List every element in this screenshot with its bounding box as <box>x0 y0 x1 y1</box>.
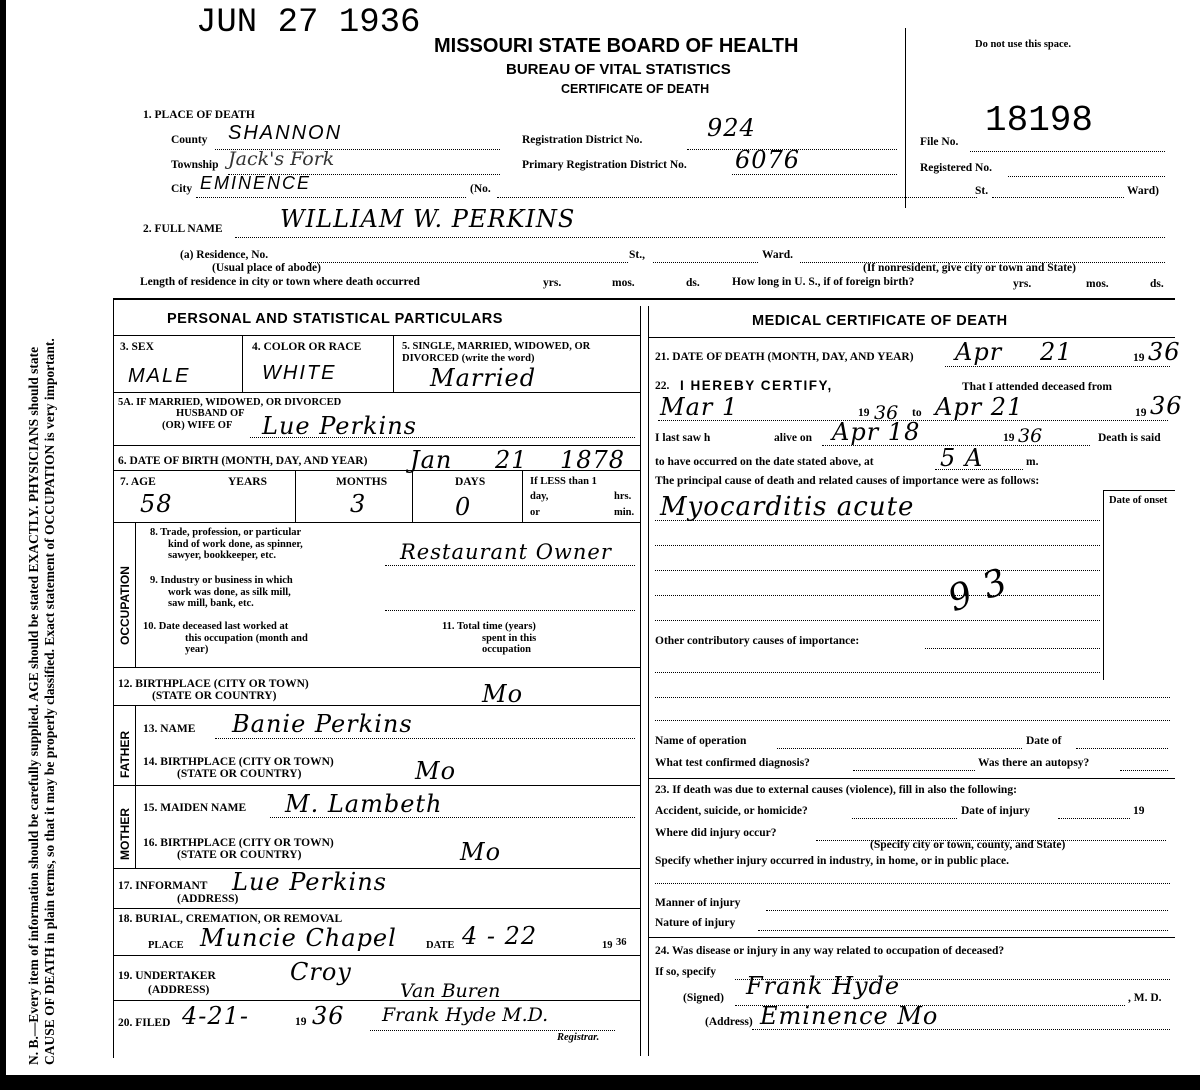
file-no-label: File No. <box>920 136 959 148</box>
date-of-death-year: 36 <box>1148 338 1181 366</box>
county-value: SHANNON <box>228 122 343 144</box>
scan-bottom-edge <box>0 1075 1200 1090</box>
father-name-value: Banie Perkins <box>232 710 413 738</box>
father-birthplace-label-2: (STATE OR COUNTRY) <box>177 768 302 780</box>
how-long-us-label: How long in U. S., if of foreign birth? <box>732 276 915 288</box>
primary-district-label: Primary Registration District No. <box>522 159 687 171</box>
filed-year: 36 <box>312 1002 345 1030</box>
spouse-label-1: 5A. IF MARRIED, WIDOWED, OR DIVORCED <box>118 397 342 408</box>
filed-label: 20. FILED <box>118 1017 171 1029</box>
age-months-value: 3 <box>350 490 367 518</box>
date-of-death-label: 21. DATE OF DEATH (MONTH, DAY, AND YEAR) <box>655 351 914 363</box>
last-saw-date: Apr 18 <box>832 418 921 446</box>
us-ds-label: ds. <box>1150 278 1164 290</box>
date-of-operation-label: Date of <box>1026 735 1062 747</box>
residence-st-label: St., <box>629 249 645 261</box>
spouse-label-2: HUSBAND OF <box>176 408 245 419</box>
spouse-label-3: (OR) WIFE OF <box>162 420 233 431</box>
personal-heading: PERSONAL AND STATISTICAL PARTICULARS <box>167 311 503 327</box>
date-of-injury-label: Date of injury <box>961 805 1030 817</box>
age-label: 7. AGE <box>120 476 156 488</box>
less-or-label: or <box>530 507 540 518</box>
dob-label: 6. DATE OF BIRTH (MONTH, DAY, AND YEAR) <box>118 455 368 467</box>
attended-to-date: Apr 21 <box>935 393 1024 421</box>
address-label: (Address) <box>705 1016 753 1028</box>
certify-text: I HEREBY CERTIFY, <box>680 378 833 393</box>
registrar-signature: Frank Hyde M.D. <box>382 1004 549 1026</box>
date-of-onset-label: Date of onset <box>1109 495 1168 506</box>
burial-label: 18. BURIAL, CREMATION, OR REMOVAL <box>118 913 343 925</box>
filed-year-prefix: 19 <box>295 1016 307 1028</box>
residence-label: (a) Residence, No. <box>180 249 269 261</box>
nature-label: Nature of injury <box>655 917 736 929</box>
occurred-label: to have occurred on the date stated above, at <box>655 456 874 468</box>
specify-place-label: (Specify city or town, county, and State) <box>870 839 1066 851</box>
dob-month: Jan <box>410 446 453 474</box>
informant-value: Lue Perkins <box>232 868 387 896</box>
length-yrs-label: yrs. <box>543 277 562 289</box>
physician-address: Eminence Mo <box>760 1002 939 1030</box>
usual-abode-label: (Usual place of abode) <box>212 262 321 274</box>
death-is-said-label: Death is said <box>1098 432 1161 444</box>
undertaker-address: Van Buren <box>400 980 501 1002</box>
city-label: City <box>171 183 193 195</box>
certify-rest: That I attended deceased from <box>962 381 1112 393</box>
township-value: Jack's Fork <box>228 148 335 170</box>
operation-label: Name of operation <box>655 735 747 747</box>
father-name-label: 13. NAME <box>143 723 196 735</box>
md-label: , M. D. <box>1128 992 1162 1004</box>
age-years-label: YEARS <box>228 476 267 488</box>
received-stamp: JUN 27 1936 <box>196 4 421 42</box>
cause-label: The principal cause of death and related causes of importance were as follows: <box>655 475 1040 487</box>
manner-label: Manner of injury <box>655 897 741 909</box>
other-causes-label: Other contributory causes of importance: <box>655 635 860 647</box>
length-ds-label: ds. <box>686 277 700 289</box>
cause-of-death: Myocarditis acute <box>660 492 915 522</box>
ward-label: Ward) <box>1127 185 1159 197</box>
age-days-label: DAYS <box>455 476 486 488</box>
filed-date: 4-21- <box>182 1002 250 1030</box>
age-months-label: MONTHS <box>336 476 388 488</box>
alive-on-label: alive on <box>774 432 813 444</box>
side-note-line-2: CAUSE OF DEATH in plain terms, so that it may be properly classified. Exact statement of OCCUPATION is very important. <box>42 338 57 1065</box>
office-use-divider <box>905 28 906 208</box>
dob-day: 21 <box>495 446 528 474</box>
attended-to-label: to <box>912 407 922 419</box>
date-of-death-month: Apr <box>955 338 1003 366</box>
st-label: St. <box>975 185 989 197</box>
bureau-title: BUREAU OF VITAL STATISTICS <box>506 61 731 78</box>
certificate-title: CERTIFICATE OF DEATH <box>561 82 710 96</box>
registered-no-label: Registered No. <box>920 162 992 174</box>
test-confirmed-label: What test confirmed diagnosis? <box>655 757 810 769</box>
main-top-rule <box>113 298 1175 300</box>
color-value: WHITE <box>262 362 337 384</box>
residence-ward-label: Ward. <box>762 249 793 261</box>
column-divider <box>640 306 641 1056</box>
file-number-stamp: 18198 <box>985 100 1094 141</box>
attended-to-year: 36 <box>1150 392 1183 420</box>
where-injury-label: Where did injury occur? <box>655 827 777 839</box>
burial-year: 36 <box>616 937 627 948</box>
last-saw-label: I last saw h <box>655 432 711 444</box>
last-saw-year-prefix: 19 <box>1003 432 1015 444</box>
mother-side-label: MOTHER <box>118 808 132 860</box>
burial-place-value: Muncie Chapel <box>200 924 397 952</box>
scan-edge <box>0 0 6 1090</box>
autopsy-label: Was there an autopsy? <box>978 757 1090 769</box>
attended-from-date: Mar 1 <box>660 393 739 421</box>
registrar-label: Registrar. <box>557 1032 600 1043</box>
form-title: MISSOURI STATE BOARD OF HEALTH <box>434 35 799 57</box>
county-label: County <box>171 134 208 146</box>
informant-address-label: (ADDRESS) <box>177 893 239 905</box>
us-yrs-label: yrs. <box>1013 278 1032 290</box>
father-side-label: FATHER <box>118 730 132 778</box>
m-label: m. <box>1026 456 1039 468</box>
occupation-item-8: 8. Trade, profession, or particular kind of work done, as spinner, sawyer, bookkeeper, etc. <box>150 527 303 561</box>
informant-label: 17. INFORMANT <box>118 880 208 892</box>
mother-name-label: 15. MAIDEN NAME <box>143 802 247 814</box>
left-border <box>113 298 114 1058</box>
township-label: Township <box>171 159 219 171</box>
occupation-item-10: 10. Date deceased last worked at this occupation (month and year) <box>143 621 308 655</box>
undertaker-label: 19. UNDERTAKER <box>118 970 216 982</box>
accident-label: Accident, suicide, or homicide? <box>655 805 808 817</box>
age-days-value: 0 <box>455 493 472 521</box>
do-not-use-label: Do not use this space. <box>975 39 1071 50</box>
attended-to-year-prefix: 19 <box>1135 407 1147 419</box>
us-mos-label: mos. <box>1086 278 1109 290</box>
burial-place-label: PLACE <box>148 940 184 951</box>
occupation-item-9: 9. Industry or business in which work was done, as silk mill, saw mill, bank, etc. <box>150 575 293 609</box>
column-divider-2 <box>648 306 649 1056</box>
sex-value: MALE <box>128 365 191 387</box>
time-of-death: 5 A <box>940 444 984 472</box>
occupation-related-label: 24. Was disease or injury in any way related to occupation of deceased? <box>655 945 1005 957</box>
side-note-line-1: N. B.—Every item of information should be carefully supplied. AGE should be stated EXACTLY. PHYSICIANS should state <box>26 346 41 1065</box>
attended-from-year-prefix: 19 <box>858 407 870 419</box>
certify-number: 22. <box>655 380 670 392</box>
registration-district-value: 924 <box>707 114 756 142</box>
birthplace-value: Mo <box>482 680 524 708</box>
color-label: 4. COLOR OR RACE <box>252 341 362 353</box>
burial-year-prefix: 19 <box>602 940 613 951</box>
full-name-value: WILLIAM W. PERKINS <box>280 205 576 233</box>
attended-from-year: 36 <box>874 402 899 424</box>
place-of-death-label: 1. PLACE OF DEATH <box>143 109 255 121</box>
mother-birthplace-label-2: (STATE OR COUNTRY) <box>177 849 302 861</box>
if-so-label: If so, specify <box>655 966 717 978</box>
dob-year: 1878 <box>560 446 626 474</box>
occupation-item-11: 11. Total time (years) spent in this occupation <box>442 621 537 655</box>
external-causes-label: 23. If death was due to external causes (violence), fill in also the following: <box>655 784 1017 796</box>
date-of-death-day: 21 <box>1040 338 1073 366</box>
undertaker-address-label: (ADDRESS) <box>148 984 210 996</box>
undertaker-name: Croy <box>290 958 352 986</box>
less-than-label: If LESS than 1 <box>530 476 597 487</box>
occupation-value: Restaurant Owner <box>400 540 612 564</box>
mother-birthplace-label-1: 16. BIRTHPLACE (CITY OR TOWN) <box>143 837 334 849</box>
city-value: EMINENCE <box>200 173 312 193</box>
marital-value: Married <box>430 364 537 392</box>
coder-mark: 9 3 <box>942 560 1014 621</box>
specify-industry-label: Specify whether injury occurred in industry, in home, or in public place. <box>655 855 1009 867</box>
mother-name-value: M. Lambeth <box>285 790 443 818</box>
last-saw-year: 36 <box>1018 425 1043 447</box>
father-birthplace-value: Mo <box>415 757 457 785</box>
less-day-label: day, <box>530 491 549 502</box>
father-birthplace-label-1: 14. BIRTHPLACE (CITY OR TOWN) <box>143 756 334 768</box>
primary-district-value: 6076 <box>735 146 801 174</box>
occupation-side-label: OCCUPATION <box>118 566 132 645</box>
burial-date-label: DATE <box>426 940 455 951</box>
physician-signature: Frank Hyde <box>746 972 901 1000</box>
less-hrs-label: hrs. <box>614 491 632 502</box>
medical-heading: MEDICAL CERTIFICATE OF DEATH <box>752 313 1008 329</box>
age-years-value: 58 <box>140 490 173 518</box>
less-min-label: min. <box>614 507 635 518</box>
sex-label: 3. SEX <box>120 341 154 353</box>
length-mos-label: mos. <box>612 277 635 289</box>
date-of-death-year-prefix: 19 <box>1133 352 1145 364</box>
length-residence-label: Length of residence in city or town where death occurred <box>140 276 420 288</box>
birthplace-label-1: 12. BIRTHPLACE (CITY OR TOWN) <box>118 678 309 690</box>
injury-year-prefix: 19 <box>1133 805 1145 817</box>
nonresident-label: (If nonresident, give city or town and State) <box>863 262 1076 274</box>
full-name-label: 2. FULL NAME <box>143 223 223 235</box>
mother-birthplace-value: Mo <box>460 838 502 866</box>
birthplace-label-2: (STATE OR COUNTRY) <box>152 690 277 702</box>
marital-label: 5. SINGLE, MARRIED, WIDOWED, OR DIVORCED (write the word) <box>402 341 591 364</box>
street-no-label: (No. <box>470 183 491 195</box>
burial-date-value: 4 - 22 <box>462 922 538 950</box>
signed-label: (Signed) <box>683 992 724 1004</box>
spouse-value: Lue Perkins <box>262 412 417 440</box>
registration-district-label: Registration District No. <box>522 134 643 146</box>
